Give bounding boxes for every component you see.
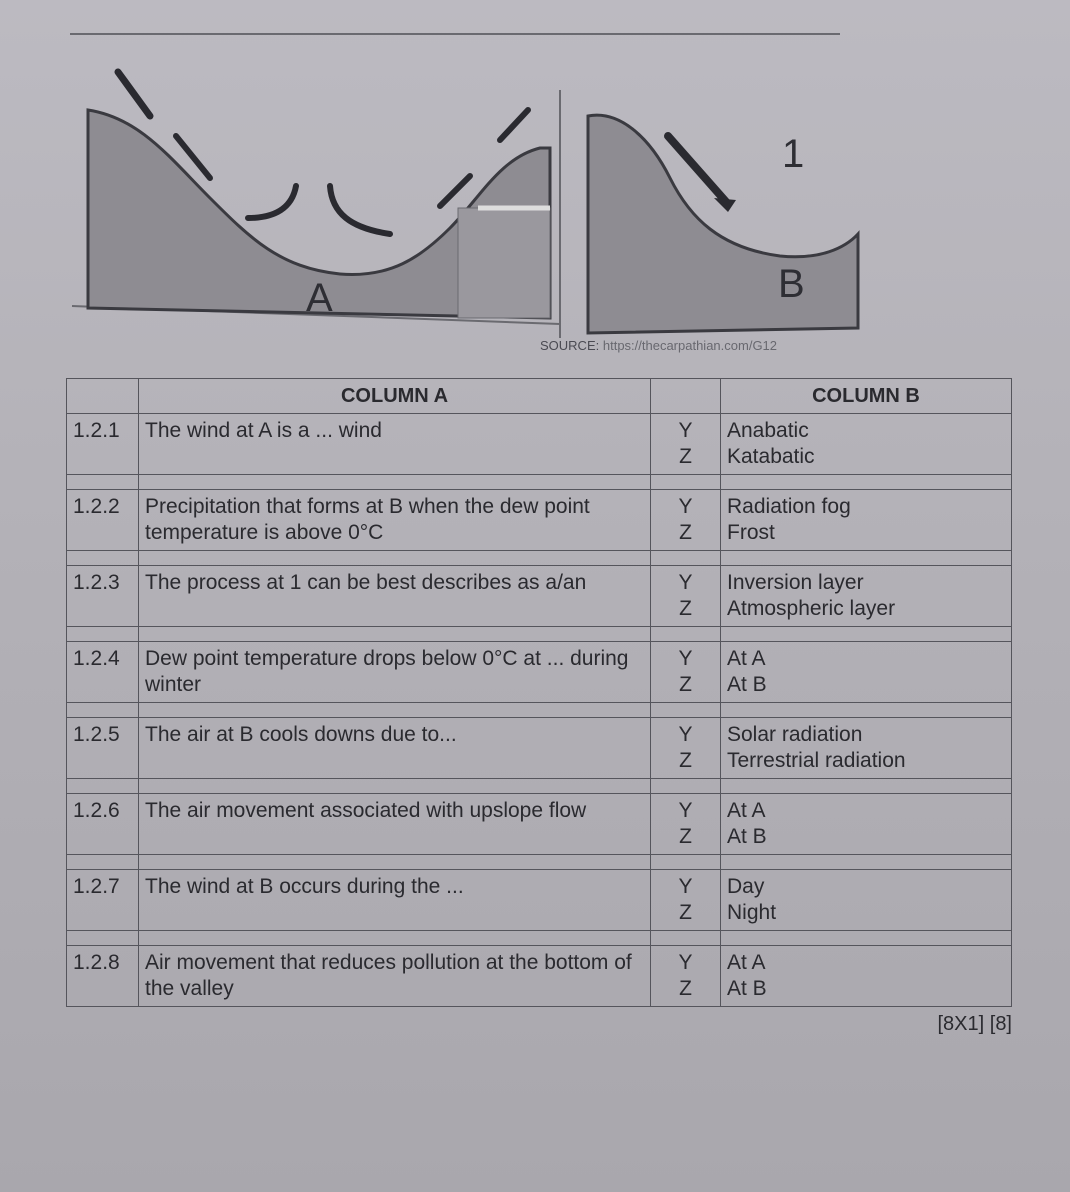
table-body <box>67 414 1012 1007</box>
option-y: At A <box>727 799 766 822</box>
question-text: Precipitation that forms at B when the dew point temperature is above 0°C <box>139 490 651 551</box>
table-header-row <box>67 379 1012 414</box>
row-spacer <box>67 551 1012 566</box>
letter-z: Z <box>679 597 692 620</box>
spacer-cell <box>651 551 721 566</box>
letter-z: Z <box>679 825 692 848</box>
question-number: 1.2.8 <box>67 946 139 1007</box>
option-choices <box>721 870 1012 931</box>
spacer-cell <box>721 551 1012 566</box>
letter-z: Z <box>679 521 692 544</box>
spacer-cell <box>651 855 721 870</box>
label-b: B <box>778 262 805 306</box>
table-row <box>67 566 1012 627</box>
letter-y: Y <box>678 723 693 746</box>
letter-y: Y <box>678 951 693 974</box>
option-letters <box>651 946 721 1007</box>
option-letters <box>651 566 721 627</box>
valley-b-terrain <box>588 115 858 333</box>
spacer-cell <box>139 931 651 946</box>
spacer-cell <box>139 703 651 718</box>
letter-y: Y <box>678 875 693 898</box>
spacer-cell <box>721 855 1012 870</box>
question-number: 1.2.6 <box>67 794 139 855</box>
spacer-cell <box>721 475 1012 490</box>
spacer-cell <box>67 627 139 642</box>
letter-y: Y <box>678 647 693 670</box>
spacer-cell <box>139 475 651 490</box>
option-letters <box>651 794 721 855</box>
valley-wind-illustration <box>60 28 880 358</box>
option-letters <box>651 718 721 779</box>
option-z: Katabatic <box>727 445 815 468</box>
spacer-cell <box>721 931 1012 946</box>
spacer-cell <box>651 475 721 490</box>
option-z: Night <box>727 901 777 924</box>
source-prefix: SOURCE: <box>540 338 600 353</box>
question-number: 1.2.1 <box>67 414 139 475</box>
header-column-a: COLUMN A <box>139 379 651 414</box>
label-process-1: 1 <box>782 132 805 176</box>
table-row <box>67 490 1012 551</box>
header-column-b: COLUMN B <box>721 379 1012 414</box>
letter-y: Y <box>678 571 693 594</box>
label-a: A <box>306 276 333 320</box>
spacer-cell <box>67 931 139 946</box>
question-text: Air movement that reduces pollution at the bottom of the valley <box>139 946 651 1007</box>
spacer-cell <box>721 703 1012 718</box>
letter-z: Z <box>679 977 692 1000</box>
question-number: 1.2.3 <box>67 566 139 627</box>
spacer-cell <box>651 703 721 718</box>
question-number: 1.2.2 <box>67 490 139 551</box>
option-choices <box>721 490 1012 551</box>
question-text: The air at B cools downs due to... <box>139 718 651 779</box>
spacer-cell <box>67 551 139 566</box>
row-spacer <box>67 931 1012 946</box>
letter-y: Y <box>678 495 693 518</box>
question-number: 1.2.4 <box>67 642 139 703</box>
spacer-cell <box>721 779 1012 794</box>
option-y: Inversion layer <box>727 571 864 594</box>
spacer-cell <box>651 627 721 642</box>
question-table <box>66 378 1012 1007</box>
spacer-cell <box>67 703 139 718</box>
spacer-cell <box>67 475 139 490</box>
question-text: The air movement associated with upslope flow <box>139 794 651 855</box>
option-choices <box>721 794 1012 855</box>
question-number: 1.2.5 <box>67 718 139 779</box>
valley-wind-diagram <box>60 28 880 358</box>
option-choices <box>721 642 1012 703</box>
arrow-curl-left-icon <box>248 186 390 234</box>
letter-y: Y <box>678 799 693 822</box>
option-letters <box>651 414 721 475</box>
option-z: Frost <box>727 521 775 544</box>
spacer-cell <box>651 931 721 946</box>
option-y: At A <box>727 647 766 670</box>
header-blank <box>67 379 139 414</box>
question-text: The wind at B occurs during the ... <box>139 870 651 931</box>
row-spacer <box>67 779 1012 794</box>
table-row <box>67 870 1012 931</box>
spacer-cell <box>139 627 651 642</box>
table-row <box>67 946 1012 1007</box>
option-y: At A <box>727 951 766 974</box>
question-number: 1.2.7 <box>67 870 139 931</box>
row-spacer <box>67 475 1012 490</box>
option-y: Solar radiation <box>727 723 863 746</box>
row-spacer <box>67 855 1012 870</box>
letter-z: Z <box>679 673 692 696</box>
option-choices <box>721 566 1012 627</box>
table-row <box>67 718 1012 779</box>
spacer-cell <box>139 855 651 870</box>
spacer-cell <box>67 855 139 870</box>
header-blank-yz <box>651 379 721 414</box>
table-row <box>67 414 1012 475</box>
marks-total: [8X1] [8] <box>937 1013 1012 1035</box>
row-spacer <box>67 703 1012 718</box>
spacer-cell <box>651 779 721 794</box>
letter-y: Y <box>678 419 693 442</box>
option-choices <box>721 946 1012 1007</box>
source-url: https://thecarpathian.com/G12 <box>602 338 778 353</box>
option-z: Atmospheric layer <box>727 597 896 620</box>
option-letters <box>651 642 721 703</box>
letter-z: Z <box>679 445 692 468</box>
table-row <box>67 794 1012 855</box>
option-choices <box>721 718 1012 779</box>
option-y: Anabatic <box>727 419 809 442</box>
letter-z: Z <box>679 901 692 924</box>
matching-table <box>66 378 1012 1036</box>
question-text: The wind at A is a ... wind <box>139 414 651 475</box>
letter-z: Z <box>679 749 692 772</box>
spacer-cell <box>67 779 139 794</box>
option-z: Terrestrial radiation <box>727 749 906 772</box>
table-row <box>67 642 1012 703</box>
option-y: Radiation fog <box>727 495 851 518</box>
question-text: Dew point temperature drops below 0°C at ... during winter <box>139 642 651 703</box>
option-letters <box>651 870 721 931</box>
option-z: At B <box>727 977 767 1000</box>
spacer-cell <box>139 551 651 566</box>
question-text: The process at 1 can be best describes as a/an <box>139 566 651 627</box>
option-z: At B <box>727 825 767 848</box>
arrow-downslope-top-icon <box>118 72 150 116</box>
option-y: Day <box>727 875 765 898</box>
spacer-cell <box>721 627 1012 642</box>
source-credit <box>540 338 777 353</box>
option-z: At B <box>727 673 767 696</box>
option-letters <box>651 490 721 551</box>
row-spacer <box>67 627 1012 642</box>
option-choices <box>721 414 1012 475</box>
spacer-cell <box>139 779 651 794</box>
